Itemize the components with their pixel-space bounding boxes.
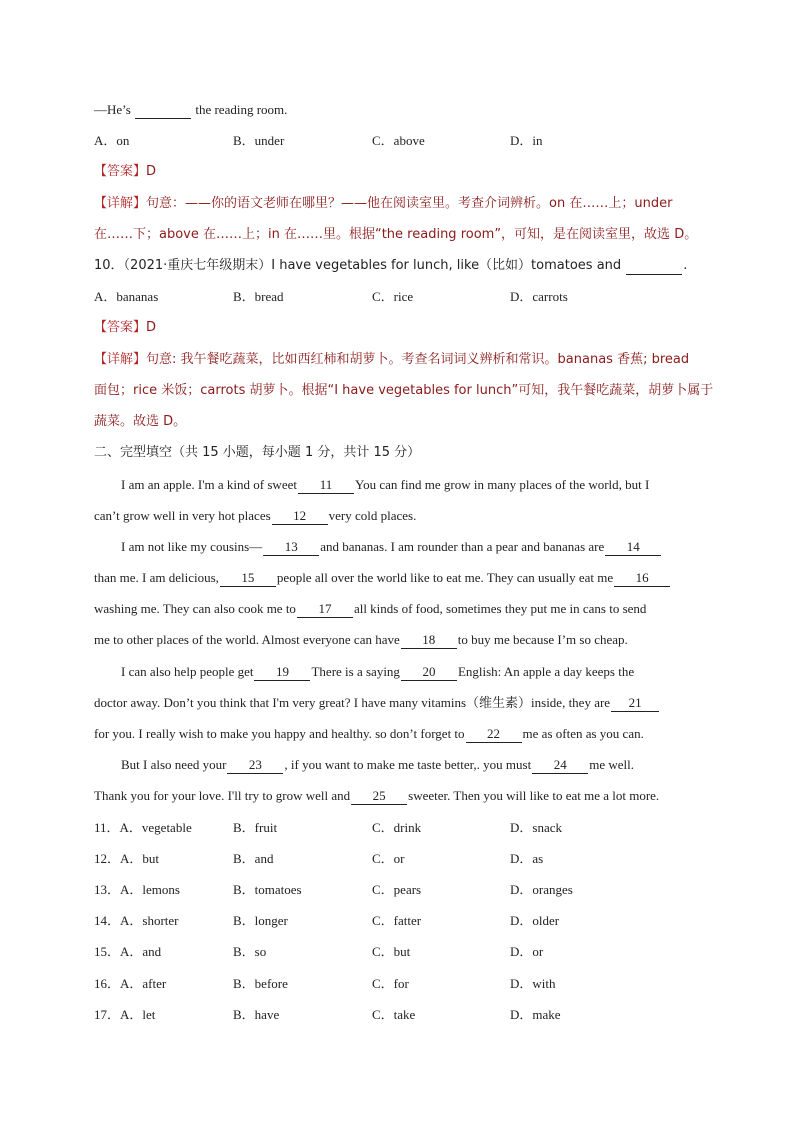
blank-12: 12 [272,508,328,525]
passage-text: me as often as you can. [522,726,644,741]
choice-12-c: C．or [372,851,405,866]
passage-text: can’t grow well in very hot places [94,508,271,523]
choice-15-b: B．so [233,944,267,959]
blank-16: 16 [614,570,670,587]
passage-line [94,787,659,805]
choice-16-c: C．for [372,976,409,991]
passage-text: But I also need your [121,757,227,772]
passage-text: for you. I really wish to make you happy and healthy. so don’t forget to [94,726,465,741]
passage-text: people all over the world like to eat me. They can usually eat me [276,570,614,585]
choice-11-d: D．snack [510,820,562,835]
blank-21: 21 [611,695,659,712]
choice-14-d: D．older [510,913,560,928]
q10-detail-line2: 面包；rice 米饭；carrots 胡萝卜。根据“I have vegetables for lunch”可知，我午餐吃蔬菜，胡萝卜属于 [94,383,714,398]
choice-16-d: D．with [510,976,556,991]
choice-17-c: C．take [372,1007,416,1022]
blank-20: 20 [401,664,457,681]
passage-line [94,725,644,743]
passage-text: and bananas. I am rounder than a pear and bananas are [320,539,605,554]
q9-answer [94,163,156,181]
q9-prompt-pre: —He’s [94,102,131,117]
passage-line [121,756,634,774]
detail-tag: 【详解】 [94,196,147,211]
passage-text: I am an apple. I'm a kind of sweet [121,477,297,492]
choice-14-a: 14．A．shorter [94,913,179,928]
passage-text: than me. I am delicious, [94,570,219,585]
q9-option-d: D．in [510,133,543,148]
passage-text: You can find me grow in many places of the world, but I [354,477,650,492]
blank-17: 17 [297,601,353,618]
choice-17-b: B．have [233,1007,280,1022]
blank-13: 13 [263,539,319,556]
passage-text: I can also help people get [121,664,254,679]
q9-detail-line2: 在……下；above 在……上；in 在……里。根据“the reading room”，可知，是在阅读室里，故选 D。 [94,227,698,242]
passage-line [94,631,628,649]
q9-option-a: A．on [94,133,130,148]
q10-prompt-end: . [683,258,688,273]
answer-value: D [146,164,157,179]
choice-12-d: D．as [510,851,544,866]
blank-22: 22 [466,726,522,743]
q10-prompt-text: 10．（2021·重庆七年级期末）I have vegetables for lunch, like（比如）tomatoes and [94,258,622,273]
passage-text: I am not like my cousins— [121,539,263,554]
passage-text: me well. [589,757,634,772]
blank-18: 18 [401,632,457,649]
choice-15-d: D．or [510,944,544,959]
choice-11-a: 11．A．vegetable [94,820,192,835]
q10-option-d: D．carrots [510,289,568,304]
passage-text: , if you want to make me taste better,. you must [284,757,532,772]
passage-line [94,569,671,587]
choice-12-b: B．and [233,851,274,866]
blank-19: 19 [254,664,310,681]
passage-text: There is a saying [311,664,400,679]
passage-text: me to other places of the world. Almost everyone can have [94,632,400,647]
blank-23: 23 [227,757,283,774]
choice-13-d: D．oranges [510,882,573,897]
q9-option-c: C．above [372,133,425,148]
blank-15: 15 [220,570,276,587]
blank-24: 24 [532,757,588,774]
choice-16-b: B．before [233,976,288,991]
q9-prompt-post: the reading room. [195,102,288,117]
passage-line [121,538,662,556]
passage-text: very cold places. [328,508,417,523]
passage-line [94,694,660,712]
choice-12-a: 12．A．but [94,851,160,866]
choice-17-d: D．make [510,1007,561,1022]
passage-text: English: An apple a day keeps the [457,664,635,679]
q10-detail-line3: 蔬菜。故选 D。 [94,414,187,429]
answer-tag: 【答案】 [94,320,147,335]
q9-option-b: B．under [233,133,285,148]
answer-value: D [146,320,157,335]
choice-13-c: C．pears [372,882,422,897]
passage-text: all kinds of food, sometimes they put me in cans to send [353,601,647,616]
section-heading: 二、完型填空（共 15 小题，每小题 1 分，共计 15 分） [94,445,421,460]
passage-text: Thank you for your love. I'll try to grow well and [94,788,351,803]
q9-prompt [94,101,287,119]
detail-text: 句意：——你的语文老师在哪里？——他在阅读室里。考查介词辨析。on 在……上；under [146,196,673,211]
choice-11-b: B．fruit [233,820,278,835]
choice-14-c: C．fatter [372,913,422,928]
blank-25: 25 [351,788,407,805]
q9-detail-line1 [94,195,672,213]
choice-13-b: B．tomatoes [233,882,302,897]
choice-15-c: C．but [372,944,411,959]
answer-tag: 【答案】 [94,164,147,179]
q9-blank [135,102,191,119]
passage-line [94,507,416,525]
q10-detail-line1 [94,351,689,369]
blank-11: 11 [298,477,354,494]
q10-blank [626,258,682,275]
choice-13-a: 13．A．lemons [94,882,180,897]
q10-prompt [94,257,687,275]
passage-text: washing me. They can also cook me to [94,601,296,616]
passage-text: sweeter. Then you will like to eat me a lot more. [408,788,660,803]
q10-option-a: A．bananas [94,289,159,304]
passage-line [94,600,646,618]
q10-option-b: B．bread [233,289,284,304]
blank-14: 14 [605,539,661,556]
passage-text: to buy me because I’m so cheap. [457,632,628,647]
q10-option-c: C．rice [372,289,414,304]
detail-text: 句意: 我午餐吃蔬菜，比如西红柿和胡萝卜。考查名词词义辨析和常识。bananas 香蕉; bread [146,352,690,367]
passage-line [121,476,649,494]
choice-11-c: C．drink [372,820,422,835]
detail-tag: 【详解】 [94,352,147,367]
q10-answer [94,319,156,337]
choice-17-a: 17．A．let [94,1007,156,1022]
choice-16-a: 16．A．after [94,976,167,991]
choice-14-b: B．longer [233,913,288,928]
choice-15-a: 15．A．and [94,944,162,959]
passage-text: doctor away. Don’t you think that I'm very great? I have many vitamins（维生素）inside, they are [94,695,611,710]
passage-line [121,663,634,681]
